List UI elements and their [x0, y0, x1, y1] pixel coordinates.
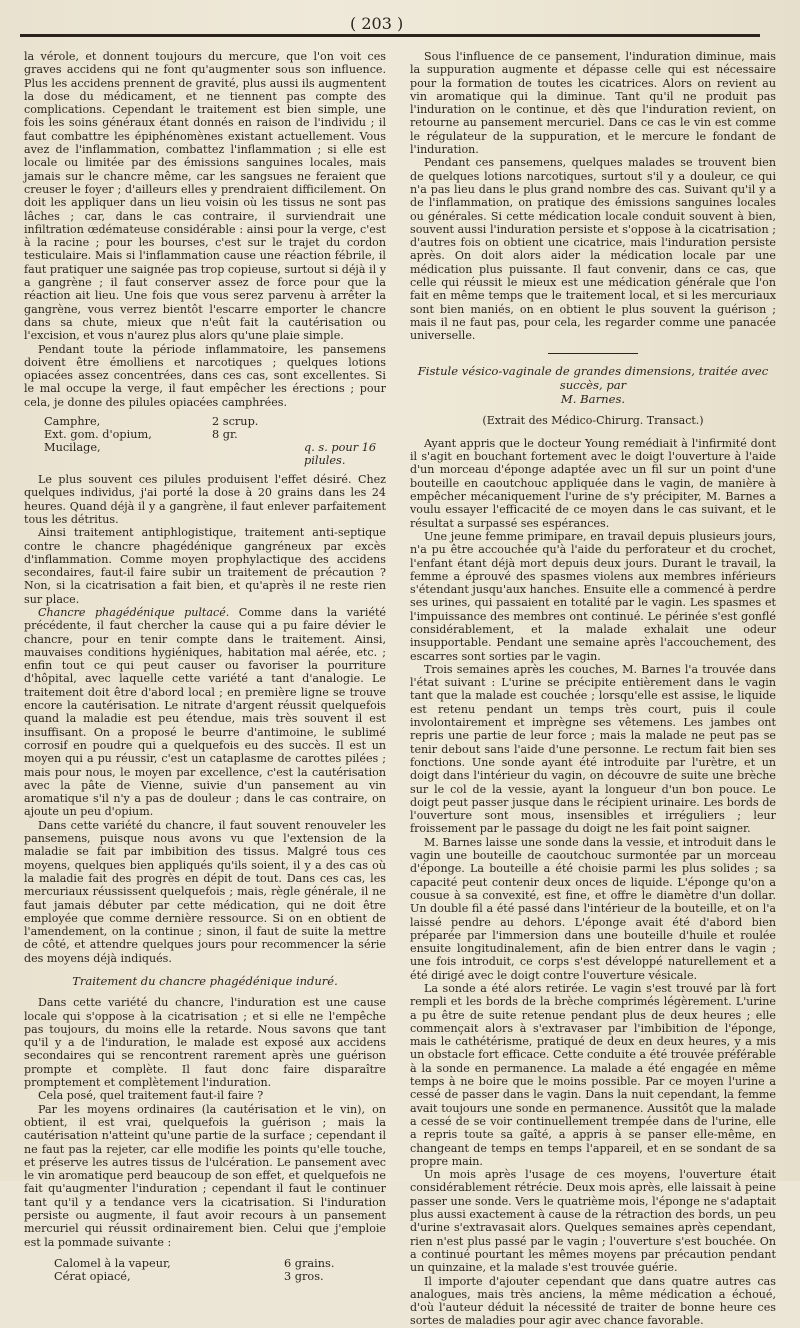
rx-quantity: q. s. pour 16 pilules.	[304, 441, 377, 468]
paragraph: la vérole, et donnent toujours du mercure, que l'on voit ces graves accidens qui ne font qu'augmenter sous son influence. Plus les accidens prennent de gravité, plus aussi ils augmentent la dose du médicament, et ne tiennent pas compte des complications. Cependant le traitement est bien simple, une fois les soins généraux étant donnés en raison de l'individu ; il faut combattre les épiphénomènes existant actuellement. Vous avez de l'inflammation, combattez l'inflammation ; si elle est locale ou limitée par des émissions sanguines locales, mais jamais sur le chancre même, car les sangsues ne feraient que creuser le foyer ; d'ailleurs elles y prendraient difficilement. On doit les appliquer dans un lieu voisin où les tissus ne sont pas lâches ; car, dans le cas contraire, il surviendrait une infiltration œdémateuse considérable : ainsi pour la verge, c'est à la racine ; pour les bourses, c'est sur le trajet du cordon testiculaire. Mais si l'inflammation cause une réaction fébrile, il faut pratiquer une saignée pas trop copieuse, surtout si déjà il y a gangrène ; il faut conserver assez de force pour que la réaction ait lieu. Une fois que vous serez parvenu à arrêter la gangrène, vous verrez bientôt l'escarre emporter le chancre dans sa chute, mieux que n'eût fait la cautérisation ou l'excision, et vous n'aurez plus alors qu'une plaie simple.	[24, 50, 386, 343]
paragraph: Il importe d'ajouter cependant que dans quatre autres cas analogues, mais très anciens, la même médication a échoué, d'où l'auteur déduit la nécessité de traiter de bonne heure ces sortes de maladies pour agir avec chance favorable.	[410, 1274, 776, 1328]
paragraph: Trois semaines après les couches, M. Barnes l'a trouvée dans l'état suivant : L'urine se précipite entièrement dans le vagin tant que la malade est couchée ; lorsqu'elle est assise, le liquide est retenu pendant un temps très court, puis il coule involontairement et imprègne ses vêtemens. Les jambes ont repris une partie de leur force ; mais la malade ne peut pas se tenir debout sans l'aide d'une personne. Le rectum fait bien ses fonctions. Une sonde ayant été introduite par l'urètre, et un doigt dans l'intérieur du vagin, on découvre de suite une brèche sur le col de la vessie, ayant la longueur d'un bon pouce. Le doigt peut passer jusque dans le récipient urinaire. Les bords de l'ouverture sont mous, insensibles et irréguliers ; leur froissement par le passage du doigt ne les fait point saigner.	[410, 662, 776, 836]
article-title	[410, 364, 776, 406]
paragraph: Ayant appris que le docteur Young remédiait à l'infirmité dont il s'agit en bouchant fortement avec le doigt l'ouverture à l'aide d'un morceau d'éponge adaptée avec un fil sur un point d'une bouteille en caoutchouc appliquée dans le vagin, de manière à empêcher mécaniquement l'urine de s'y précipiter, M. Barnes a voulu essayer l'efficacité de ce moyen dans le cas suivant, et le résultat a surpassé ses espérances.	[410, 436, 776, 530]
paragraph: Une jeune femme primipare, en travail depuis plusieurs jours, n'a pu être accouchée qu'à l'aide du perforateur et du crochet, l'enfant étant déjà mort depuis deux jours. Durant le travail, la femme a éprouvé des spasmes violens aux membres inférieurs s'étendant jusqu'aux hanches. Ensuite elle a commencé à perdre ses urines, qui passaient en totalité par le vagin. Les spasmes et l'impuissance des membres ont continué. Le périnée s'est gonflé considérablement, et la malade exhalait une odeur insupportable. Pendant une semaine après l'accouchement, des escarres sont sorties par le vagin.	[410, 529, 776, 663]
rx-amount: 8 gr.	[212, 428, 238, 442]
rx-ingredient: Calomel à la vapeur,	[54, 1256, 171, 1270]
paragraph: Cela posé, quel traitement faut-il faire ?	[38, 1089, 264, 1103]
paragraph: Pendant toute la période inflammatoire, les pansemens doivent être émolliens et narcotiques ; quelques lotions opiacées assez concentrées, dans ces cas, sont excellentes. Si le mal occupe la verge, il faut empêcher les érections ; pour cela, je donne des pilules opiacées camphrées.	[24, 342, 386, 409]
article-source: (Extrait des Médico-Chirurg. Transact.)	[482, 413, 704, 427]
rx-amount: 2 scrup.	[212, 415, 259, 429]
rx-ingredient: Camphre,	[44, 415, 101, 429]
paragraph: Pendant ces pansemens, quelques malades se trouvent bien de quelques lotions narcotiques, surtout s'il y a douleur, ce qui n'a pas lieu dans le plus grand nombre des cas. Suivant qu'il y a de l'inflammation, on pratique des émissions sanguines locales ou générales. Si cette médication locale conduit souvent à bien, souvent aussi l'induration persiste et s'oppose à la cicatrisation ; d'autres fois on obtient une cicatrice, mais l'induration persiste après. On doit alors aider la médication locale par une médication plus puissante. Il faut convenir, dans ce cas, que celle qui réussit le mieux est une médication générale que l'on fait en même temps que le traitement local, et si les mercuriaux sont bien maniés, on en obtient le plus souvent la guérison ; mais il ne faut pas, pour cela, les regarder comme une panacée universelle.	[410, 156, 776, 343]
paragraph: Dans cette variété du chancre, l'induration est une cause locale qui s'oppose à la cicatrisation ; et si elle ne l'empêche pas toujours, du moins elle la retarde. Nous savons que tant qu'il y a de l'induration, le malade est exposé aux accidens secondaires qui se rencontrent rarement après une guérison prompte et complète. Il faut donc faire disparaître promptement et complètement l'induration.	[24, 996, 386, 1090]
section-title: Traitement du chancre phagédénique induré.	[72, 974, 338, 988]
paragraph: Sous l'influence de ce pansement, l'induration diminue, mais la suppuration augmente et dépasse celle qui est nécessaire pour la formation de toutes les cicatrices. Alors on revient au vin aromatique qui la diminue. Tant qu'il ne produit pas l'induration on le continue, et dès que l'induration revient, on retourne au pansement mercuriel. Dans ce cas le vin est comme le régulateur de la suppuration, et le mercure le fondant de l'induration.	[410, 50, 776, 157]
paragraph: Un mois après l'usage de ces moyens, l'ouverture était considérablement rétrécie. Deux mois après, elle laissait à peine passer une sonde. Vers le quatrième mois, l'éponge ne s'adaptait plus aussi exactement à cause de la rétraction des bords, un peu d'urine s'extravasait alors. Quelques semaines après cependant, rien n'est plus passé par le vagin ; l'ouverture s'est bouchée. On a continué pourtant les mêmes moyens par précaution pendant un quinzaine, et la malade s'est trouvée guérie.	[410, 1168, 776, 1275]
article-author: M. Barnes.	[560, 391, 626, 406]
paragraph: Ainsi traitement antiphlogistique, traitement anti-septique contre le chancre phagédénique gangréneux par excès d'inflammation. Comme moyen prophylactique des accidens secondaires, faut-il faire subir un traitement de précaution ? Non, si la cicatrisation a fait bien, et qu'après il ne reste rien sur place.	[24, 526, 386, 606]
rx-quantity	[304, 415, 404, 428]
header-rule	[20, 34, 760, 37]
right-column	[410, 50, 776, 1328]
prescription-ointment	[54, 1257, 386, 1283]
left-column	[24, 50, 386, 1283]
rx-quantity	[304, 428, 404, 441]
paragraph: Par les moyens ordinaires (la cautérisation et le vin), on obtient, il est vrai, quelquefois la guérison ; mais la cautérisation n'atteint qu'une partie de la surface ; cependant il ne faut pas la rejeter, car elle modifie les points qu'elle touche, et préserve les autres tissus de l'ulcération. Le pansement avec le vin aromatique perd beaucoup de son effet, et quelquefois ne fait qu'augmenter l'induration ; cependant il faut le continuer tant qu'il y a tendance vers la cicatrisation. Si l'induration persiste ou augmente, il faut avoir recours à un pansement mercuriel qui réussit ordinairement bien. Celui que j'emploie est la pommade suivante :	[24, 1102, 386, 1249]
subsection-heading: Chancre phagédénique pultacé.	[38, 605, 230, 619]
page-number: ( 203 )	[350, 14, 404, 33]
paragraph-text: Comme dans la variété précédente, il faut chercher la cause qui a pu faire dévier le chancre, pour en tenir compte dans le traitement. Ainsi, mauvaises conditions hygiéniques, habitation mal aérée, etc. ; enfin tout ce qui peut causer ou favoriser la pourriture d'hôpital, avec laquelle cette variété a tant d'analogie. Le traitement doit être d'abord local ; en première ligne se trouve encore la cautérisation. Le nitrate d'argent réussit quelquefois quand la maladie est peu étendue, mais très souvent il est insuffisant. On a proposé le beurre d'antimoine, le sublimé corrosif en poudre qui a quelquefois eu des succès. Il est un moyen qui a pu réussir, c'est un cataplasme de carottes pilées ; mais pour nous, le moyen par excellence, c'est la cautérisation avec la pâte de Vienne, suivie d'un pansement au vin aromatique s'il n'y a pas de douleur ; dans le cas contraire, on ajoute un peu d'opium.	[24, 605, 386, 819]
rx-amount: 6 grains.	[284, 1256, 335, 1270]
paragraph	[24, 606, 386, 819]
paragraph: La sonde a été alors retirée. Le vagin s'est trouvé par là fort rempli et les bords de la brèche comprimés légèrement. L'urine a pu être de suite retenue pendant plus de deux heures ; elle commençait alors à s'extravaser par l'imbibition de l'éponge, mais le cathétérisme, pratiqué de deux en deux heures, y a mis un obstacle fort efficace. Cette conduite a été trouvée préférable à la sonde en permanence. La malade a été engagée en même temps à ne boire que le moins possible. Par ce moyen l'urine a cessé de passer dans le vagin. Dans la nuit cependant, la femme avait toujours une sonde en permanence. Aussitôt que la malade a cessé de se voir continuellement trempée dans de l'urine, elle a repris toute sa gaîté, a appris à se panser elle-même, en changeant de temps en temps l'appareil, et en se sondant de sa propre main.	[410, 982, 776, 1168]
rx-ingredient: Mucilage,	[44, 441, 101, 455]
paragraph: M. Barnes laisse une sonde dans la vessie, et introduit dans le vagin une bouteille de caoutchouc surmontée par un morceau d'éponge. La bouteille a été choisie parmi les plus solides ; sa capacité peut contenir deux onces de liquide. L'éponge qu'on a cousue à sa convexité, est fine, et offre le diamètre d'un dollar. Un double fil a été passé dans l'intérieur de la bouteille, et on l'a laissé pendre au dehors. L'éponge avait été d'abord bien préparée par l'immersion dans une bouteille d'huile et roulée ensuite longitudinalement, afin de bien entrer dans le vagin ; une fois introduit, ce corps s'est développé naturellement et a été dirigé avec le doigt contre l'ouverture vésicale.	[410, 835, 776, 982]
page-header	[20, 14, 760, 38]
rx-ingredient: Cérat opiacé,	[54, 1269, 131, 1283]
rx-ingredient: Ext. gom. d'opium,	[44, 428, 152, 442]
paragraph: Dans cette variété du chancre, il faut souvent renouveler les pansemens, puisque nous avons vu que l'extension de la maladie se fait par imbibition des tissus. Malgré tous ces moyens, quelques bien appliqués qu'ils soient, il y a des cas où la maladie fait des progrès en dépit de tout. Dans ces cas, les mercuriaux réussissent quelquefois ; mais, règle générale, il ne faut jamais débuter par cette médication, qui ne doit être employée que comme dernière ressource. Si on en obtient de l'amendement, on la continue ; sinon, il faut de suite la mettre de côté, et attendre quelques jours pour recommencer la série des moyens déjà indiqués.	[24, 818, 386, 965]
rx-amount	[212, 441, 304, 467]
article-title-main: Fistule vésico-vaginale de grandes dimensions, traitée avec succès, par	[417, 363, 769, 392]
paragraph: Le plus souvent ces pilules produisent l'effet désiré. Chez quelques individus, j'ai porté la dose à 20 grains dans les 24 heures. Quand déjà il y a gangrène, il faut enlever parfaitement tous les détritus.	[24, 473, 386, 526]
section-divider	[548, 353, 638, 354]
prescription-pills	[44, 415, 386, 467]
rx-amount: 3 gros.	[284, 1269, 324, 1283]
